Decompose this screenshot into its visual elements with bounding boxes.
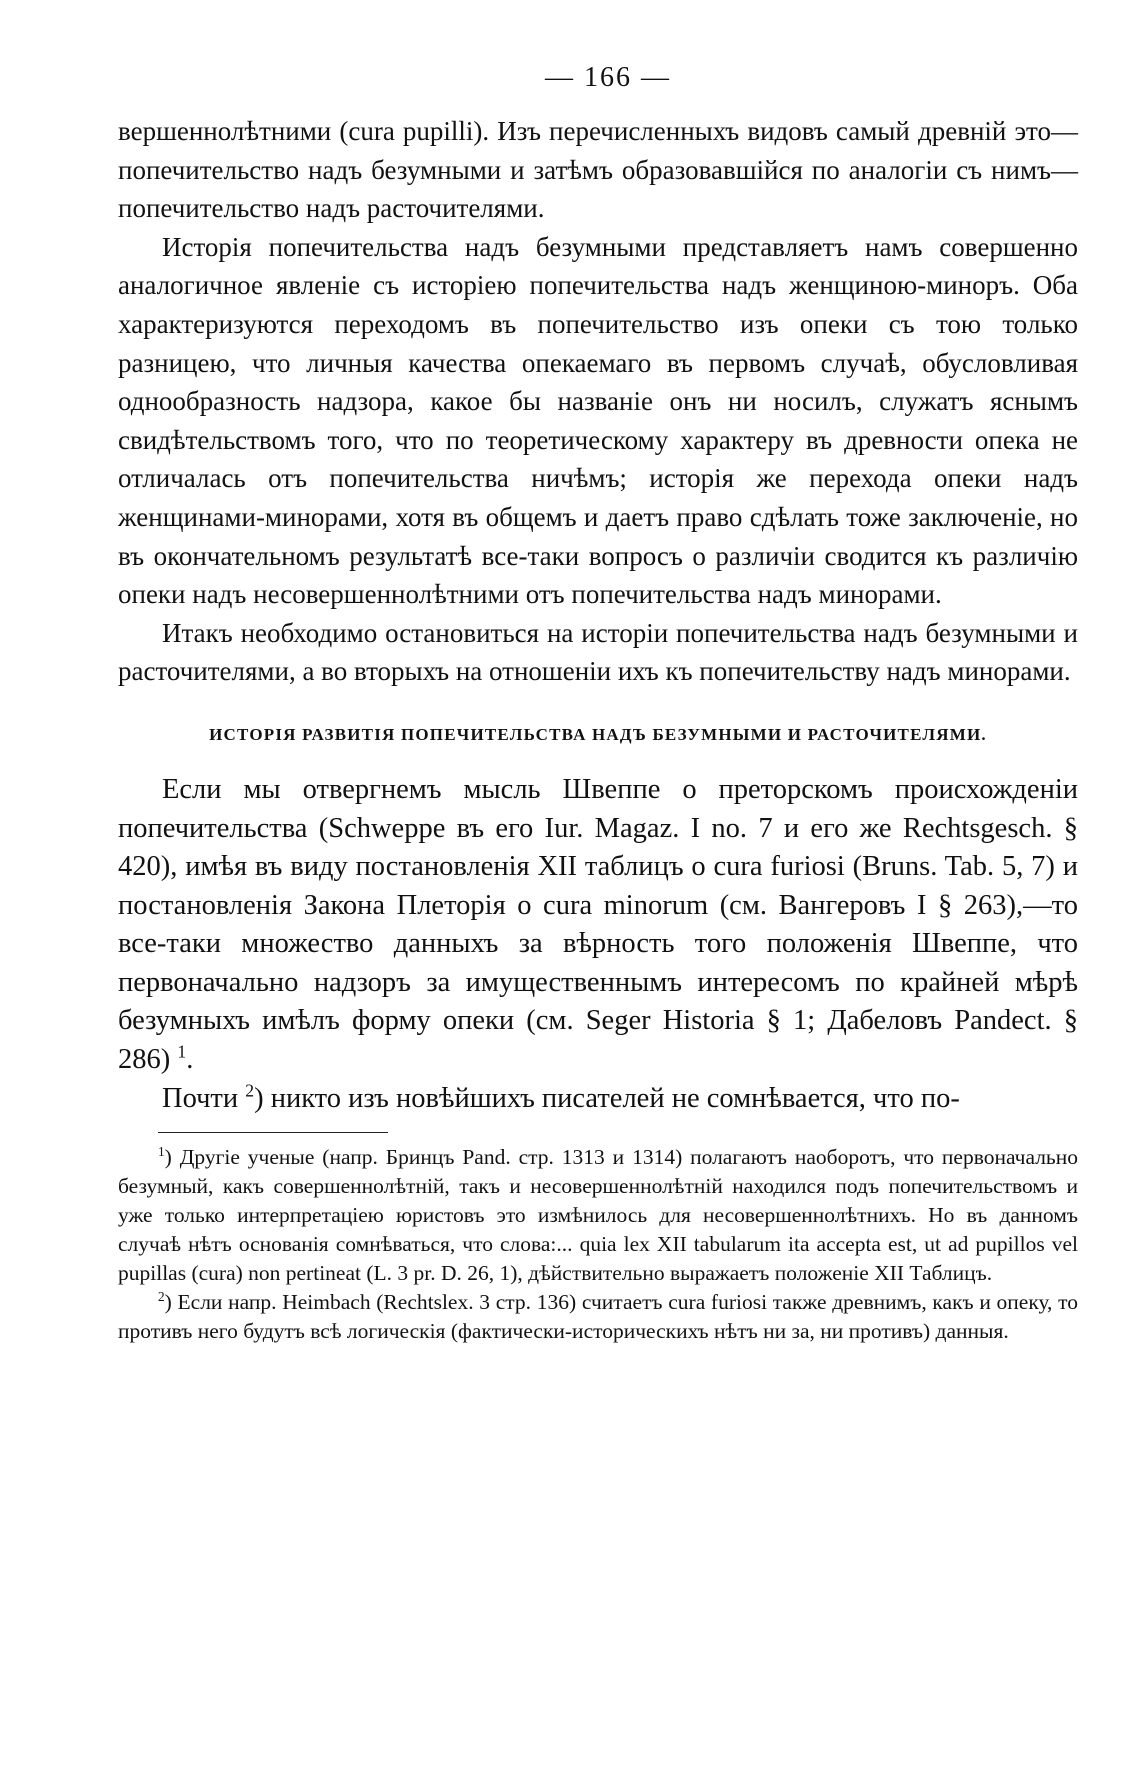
paragraph-history-insane: Исторія попечительства надъ безумными представляетъ намъ совершенно аналогичное явленіе съ исторіею попечительства надъ женщиною-миноръ. Оба характеризуются переходомъ въ попечительство изъ опеки съ тою только разницею, что личныя качества опекаемаго въ первомъ случаѣ, обусловливая однообразность надзора, какое бы названіе онъ ни носилъ, служатъ яснымъ свидѣтельствомъ того, что по теоретическому характеру въ древности опека не отличалась отъ попечительства ничѣмъ; исторія же перехода опеки надъ женщинами-минорами, хотя въ общемъ и даетъ право сдѣлать тоже заключеніе, но въ окончательномъ результатѣ все-таки вопросъ о различіи сводится къ различію опеки надъ несовершеннолѣтними отъ попечительства надъ минорами. xyxy=(118,231,1078,610)
footnote-2-text: ) Если напр. Heimbach (Rechtslex. 3 стр. 136) считаетъ cura furiosi также древнимъ, какъ и опеку, то противъ него будутъ всѣ логическія (фактически-историческихъ нѣтъ ни за, ни противъ) данныя. xyxy=(118,1290,1078,1344)
paragraph-almost-text: ) никто изъ новѣйшихъ писателей не сомнѣвается, что по- xyxy=(254,1082,960,1114)
footnote-ref-2[interactable]: 2 xyxy=(245,1080,255,1101)
paragraph-schweppe-tail: . xyxy=(186,1044,194,1076)
paragraph-almost xyxy=(118,1080,1078,1119)
footnote-mark-2: 2 xyxy=(158,1289,165,1305)
footnote-mark-1: 1 xyxy=(158,1144,165,1160)
paragraph-almost-lead: Почти xyxy=(162,1082,239,1114)
paragraph-continued: вершеннолѣтними (cura pupilli). Изъ перечисленныхъ видовъ самый древній это—попечительство надъ безумными и затѣмъ образовавшійся по аналогіи съ нимъ—попечительство надъ расточителями. xyxy=(118,116,1078,224)
footnote-divider xyxy=(158,1132,388,1133)
section-heading: ИСТОРІЯ РАЗВИТІЯ ПОПЕЧИТЕЛЬСТВА НАДЪ БЕЗУМНЫМИ И РАСТОЧИТЕЛЯМИ. xyxy=(209,724,987,744)
paragraph-conclusion: Итакъ необходимо остановиться на исторіи попечительства надъ безумными и расточителями, а во вторыхъ на отношеніи ихъ къ попечительству надъ минорами. xyxy=(118,617,1078,687)
main-text xyxy=(118,112,1078,691)
footnote-ref-1[interactable]: 1 xyxy=(177,1041,187,1062)
paragraph-schweppe xyxy=(118,771,1078,1080)
page-number: — 166 — xyxy=(545,62,671,93)
paragraph-schweppe-text: Если мы отвергнемъ мысль Швеппе о преторскомъ происхожденіи попечительства (Schweppe въ его Iur. Magaz. I no. 7 и его же Rechtsgesch. § 420), имѣя въ виду постановленія XII таблицъ о cura furiosi (Bruns. Tab. 5, 7) и постановленія Закона Плеторія о cura minorum (см. Вангеровъ I § 263),—то все-таки множество данныхъ за вѣрность того положенія Швеппе, что первоначально надзоръ за имущественнымъ интересомъ по крайней мѣрѣ безумныхъ имѣлъ форму опеки (см. Seger Historia § 1; Дабеловъ Pandect. § 286) xyxy=(118,773,1078,1076)
section-text xyxy=(118,771,1078,1118)
footnote-2 xyxy=(118,1288,1078,1346)
footnote-1 xyxy=(118,1143,1078,1288)
footnotes xyxy=(118,1143,1078,1346)
book-page xyxy=(118,58,1078,1346)
footnote-1-text: ) Другіе ученые (напр. Бринцъ Pand. стр. 1313 и 1314) полагаютъ наоборотъ, что первоначально безумный, какъ совершеннолѣтній, такъ и несовершеннолѣтній находился подъ попечительствомъ и уже только интерпретаціею юристовъ это измѣнилось для несовершеннолѣтнихъ. Но въ данномъ случаѣ нѣтъ основанія сомнѣваться, что слова:... quia lex XII tabularum ita accepta est, ut ad pupillos vel pupillas (cura) non pertineat (L. 3 pr. D. 26, 1), дѣйствительно выражаетъ положеніе XII Таблицъ. xyxy=(118,1145,1078,1286)
